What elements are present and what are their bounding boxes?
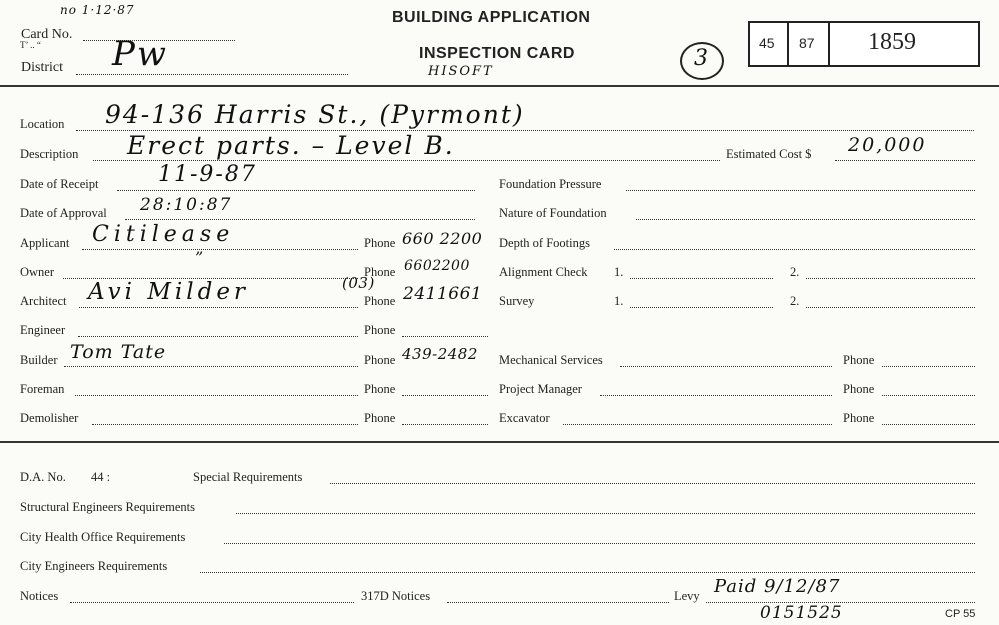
estimated-cost-value: 20,000 xyxy=(848,134,927,156)
engineer-line xyxy=(78,336,358,337)
architect-line xyxy=(79,307,358,308)
applicant-label: Applicant xyxy=(20,236,70,250)
special-requirements-line xyxy=(330,483,975,484)
excavator-phone-label: Phone xyxy=(843,411,875,425)
circled-number xyxy=(680,42,724,80)
box-cell-1 xyxy=(750,23,789,65)
da-no-value: 44 : xyxy=(91,470,111,484)
survey-line-2 xyxy=(806,307,975,308)
architect-phone-label: Phone xyxy=(364,294,396,308)
depth-of-footings-label: Depth of Footings xyxy=(499,236,590,250)
applicant-value: Citilease xyxy=(92,222,235,247)
levy-label: Levy xyxy=(674,589,700,603)
excavator-label: Excavator xyxy=(499,411,550,425)
structural-engineers-label: Structural Engineers Requirements xyxy=(20,500,195,514)
project-manager-phone-label: Phone xyxy=(843,382,875,396)
architect-value: Avi Milder xyxy=(88,279,249,305)
notices-line xyxy=(70,602,354,603)
engineer-phone-line xyxy=(402,336,488,337)
survey-label: Survey xyxy=(499,294,535,308)
location-label: Location xyxy=(20,117,65,131)
demolisher-line xyxy=(92,424,358,425)
card-number: 1859 xyxy=(868,29,916,55)
foreman-phone-line xyxy=(402,395,488,396)
foreman-label: Foreman xyxy=(20,382,65,396)
date-of-receipt-line xyxy=(117,190,475,191)
card-no-label: Card No. xyxy=(21,27,73,42)
project-manager-phone-line xyxy=(882,395,975,396)
applicant-phone-label: Phone xyxy=(364,236,396,250)
foundation-pressure-line xyxy=(626,190,975,191)
form-subtitle: INSPECTION CARD xyxy=(419,45,575,62)
levy-receipt-number: 0151525 xyxy=(760,603,843,623)
demolisher-label: Demolisher xyxy=(20,411,79,425)
estimated-cost-label: Estimated Cost $ xyxy=(726,147,812,161)
date-of-approval-value: 28:10:87 xyxy=(140,195,233,215)
alignment-check-line-2 xyxy=(806,278,975,279)
project-manager-label: Project Manager xyxy=(499,382,582,396)
builder-value: Tom Tate xyxy=(70,341,167,363)
alignment-check-num-2: 2. xyxy=(790,265,800,279)
handwritten-hisoft: HISOFT xyxy=(428,64,494,79)
survey-line-1 xyxy=(630,307,773,308)
foundation-pressure-label: Foundation Pressure xyxy=(499,177,602,191)
handwritten-mark: T’ .. “ xyxy=(20,40,41,50)
demolisher-phone-line xyxy=(402,424,488,425)
mechanical-services-label: Mechanical Services xyxy=(499,353,603,367)
mechanical-services-line xyxy=(620,366,832,367)
levy-paid-note: Paid 9/12/87 xyxy=(714,576,841,597)
box-cell-1-value: 45 xyxy=(759,35,775,51)
engineer-label: Engineer xyxy=(20,323,66,337)
excavator-line xyxy=(563,424,832,425)
alignment-check-label: Alignment Check xyxy=(499,265,588,279)
depth-of-footings-line xyxy=(614,249,975,250)
description-label: Description xyxy=(20,147,79,161)
survey-num-2: 2. xyxy=(790,294,800,308)
form-code: CP 55 xyxy=(945,608,976,620)
description-line xyxy=(93,160,720,161)
survey-num-1: 1. xyxy=(614,294,624,308)
builder-line xyxy=(64,366,358,367)
structural-engineers-line xyxy=(236,513,975,514)
owner-phone-value: 6602200 xyxy=(404,258,470,274)
city-engineers-label: City Engineers Requirements xyxy=(20,559,168,573)
box-cell-2 xyxy=(789,23,830,65)
date-of-receipt-label: Date of Receipt xyxy=(20,177,99,191)
notices-317d-line xyxy=(447,602,669,603)
notices-317d-label: 317D Notices xyxy=(361,589,431,603)
card-number-box xyxy=(748,21,980,67)
builder-label: Builder xyxy=(20,353,58,367)
builder-phone-label: Phone xyxy=(364,353,396,367)
form-title: BUILDING APPLICATION xyxy=(392,9,591,26)
header-divider xyxy=(0,85,999,87)
city-engineers-line xyxy=(200,572,975,573)
alignment-check-num-1: 1. xyxy=(614,265,624,279)
estimated-cost-line xyxy=(835,160,975,161)
mechanical-services-phone-line xyxy=(882,366,975,367)
builder-phone-value: 439-2482 xyxy=(402,345,478,363)
architect-phone-value: 2411661 xyxy=(403,284,483,304)
owner-value: ” xyxy=(195,248,206,267)
nature-of-foundation-line xyxy=(636,219,975,220)
owner-phone-label: Phone xyxy=(364,265,396,279)
excavator-phone-line xyxy=(882,424,975,425)
owner-label: Owner xyxy=(20,265,55,279)
location-value: 94-136 Harris St., (Pyrmont) xyxy=(105,100,525,129)
city-health-label: City Health Office Requirements xyxy=(20,530,186,544)
alignment-check-line-1 xyxy=(630,278,773,279)
date-of-receipt-value: 11-9-87 xyxy=(158,162,257,187)
district-value: Pw xyxy=(112,34,168,74)
notices-label: Notices xyxy=(20,589,59,603)
applicant-phone-value: 660 2200 xyxy=(402,229,483,248)
architect-area-code: (03) xyxy=(342,274,375,292)
district-label: District xyxy=(21,60,63,75)
foreman-phone-label: Phone xyxy=(364,382,396,396)
date-of-approval-label: Date of Approval xyxy=(20,206,107,220)
foreman-line xyxy=(75,395,358,396)
mechanical-services-phone-label: Phone xyxy=(843,353,875,367)
circled-number-value: 3 xyxy=(694,46,710,71)
handwritten-date-note: no 1·12·87 xyxy=(60,3,135,17)
nature-of-foundation-label: Nature of Foundation xyxy=(499,206,607,220)
district-line xyxy=(76,74,348,75)
architect-label: Architect xyxy=(20,294,67,308)
description-value: Erect parts. – Level B. xyxy=(127,131,455,160)
demolisher-phone-label: Phone xyxy=(364,411,396,425)
special-requirements-label: Special Requirements xyxy=(193,470,303,484)
box-cell-2-value: 87 xyxy=(799,35,815,51)
applicant-line xyxy=(82,249,358,250)
section-divider xyxy=(0,441,999,443)
project-manager-line xyxy=(600,395,832,396)
da-no-label: D.A. No. xyxy=(20,470,66,484)
date-of-approval-line xyxy=(125,219,475,220)
engineer-phone-label: Phone xyxy=(364,323,396,337)
city-health-line xyxy=(224,543,975,544)
